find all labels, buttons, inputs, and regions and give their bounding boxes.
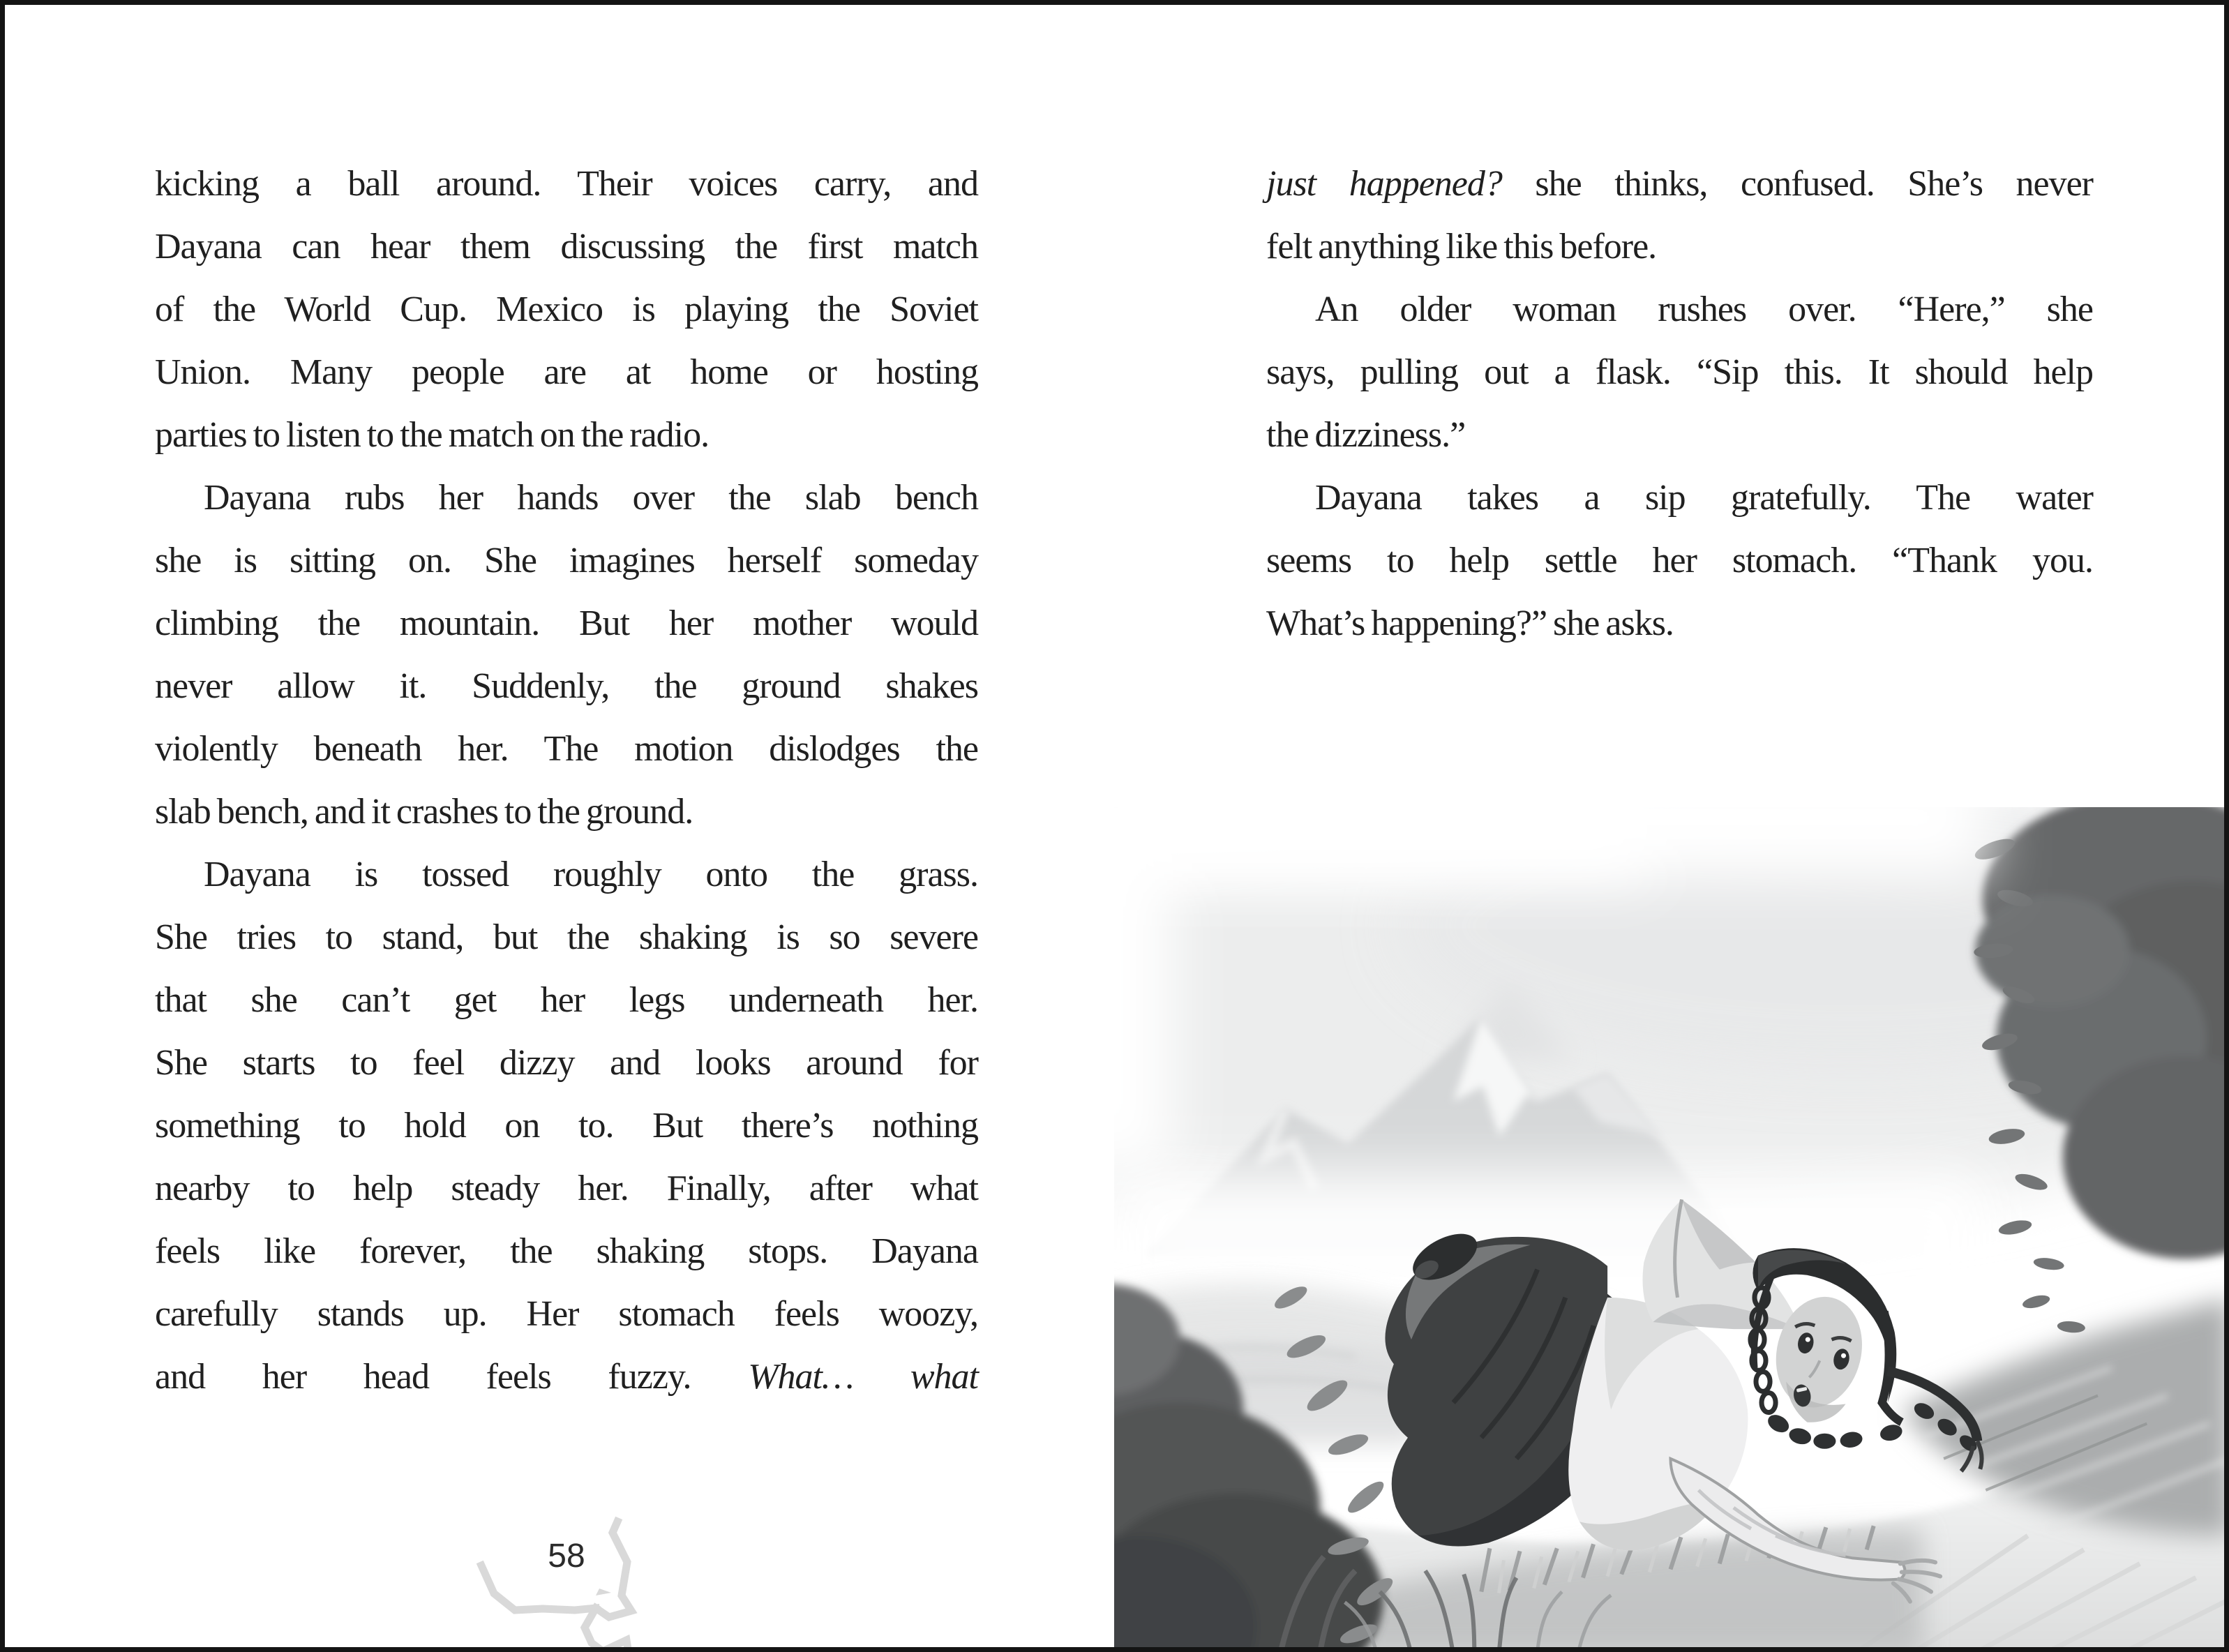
text-line: she is sitting on. She imagines herself someday [155,541,978,580]
text-line: An older woman rushes over. “Here,” she [1315,290,2093,329]
text-line: just happened? she thinks, confused. She’s never [1266,164,2093,204]
illustration-girl-crawling [1114,807,2229,1652]
text-line: Dayana is tossed roughly onto the grass. [204,855,978,894]
text-line: She starts to feel dizzy and looks around for [155,1043,978,1083]
page-number: 58 [548,1538,585,1575]
text-line: feels like forever, the shaking stops. Dayana [155,1231,978,1271]
text-line: never allow it. Suddenly, the ground shakes [155,666,978,706]
text-line: slab bench, and it crashes to the ground. [155,792,693,832]
text-line: kicking a ball around. Their voices carry, and [155,164,978,204]
text-line: Dayana takes a sip gratefully. The water [1315,478,2093,518]
text-line: that she can’t get her legs underneath her. [155,980,978,1020]
crack-spur [596,1589,611,1595]
text-line: seems to help settle her stomach. “Thank you. [1266,541,2093,580]
text-line: felt anything like this before. [1266,227,1657,266]
text-line: something to hold on to. But there’s nothing [155,1106,978,1146]
text-line: Dayana can hear them discussing the first match [155,227,978,266]
text-line: says, pulling out a flask. “Sip this. It should help [1266,352,2093,392]
left-text-column [155,153,978,1409]
text-line: Dayana rubs her hands over the slab bench [204,478,978,518]
right-text-column [1266,153,2093,655]
text-line: of the World Cup. Mexico is playing the Soviet [155,290,978,329]
text-line: climbing the mountain. But her mother would [155,603,978,643]
crack-branch-hook [603,1640,629,1652]
text-line: violently beneath her. The motion dislodges the [155,729,978,769]
text-line: Union. Many people are at home or hosting [155,352,978,392]
text-line: nearby to help steady her. Finally, after what [155,1169,978,1208]
text-line: the dizziness.” [1266,415,1466,455]
text-line: and her head feels fuzzy. What… what [155,1357,978,1397]
text-line: She tries to stand, but the shaking is so severe [155,917,978,957]
text-line: What’s happening?” she asks. [1266,603,1674,643]
text-line: carefully stands up. Her stomach feels woozy, [155,1294,978,1334]
text-line: parties to listen to the match on the radio. [155,415,710,455]
